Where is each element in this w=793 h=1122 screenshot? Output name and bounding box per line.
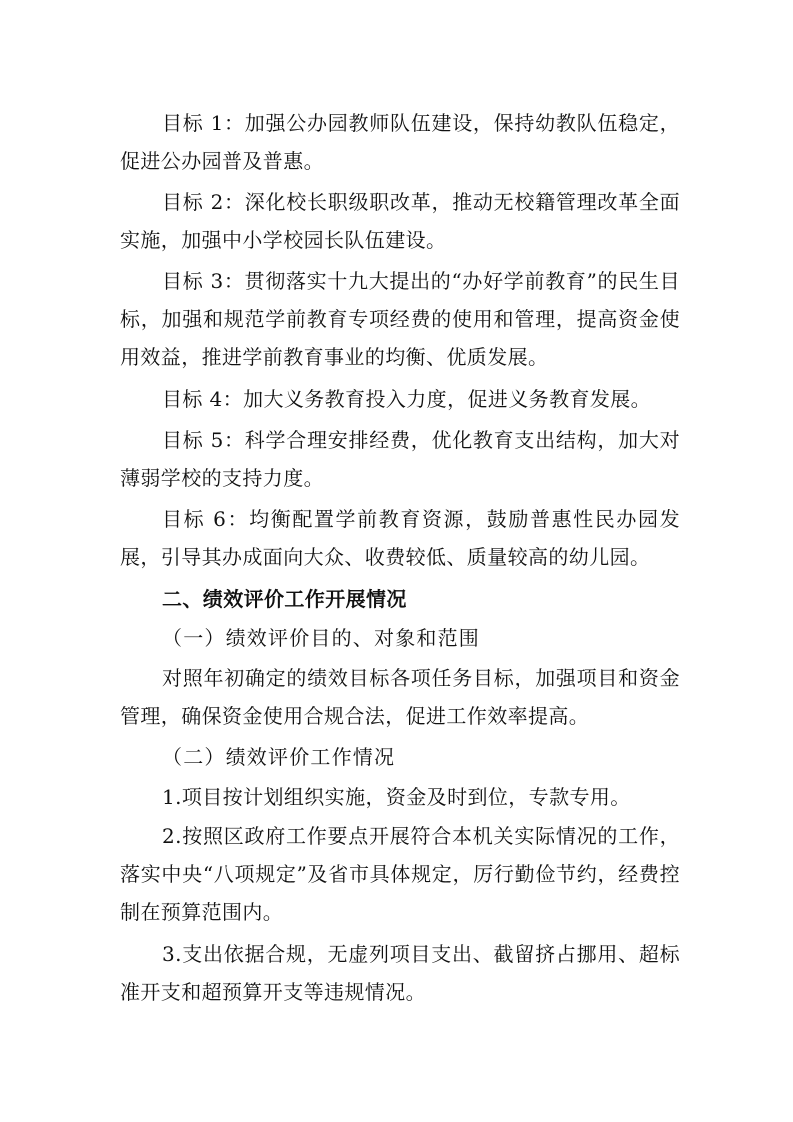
goal-3-paragraph: 目标 3：贯彻落实十九大提出的“办好学前教育”的民生目标，加强和规范学前教育专项经费的使用和管理，提高资金使用效益，推进学前教育事业的均衡、优质发展。 [120,269,680,369]
section-heading: 二、绩效评价工作开展情况 [162,587,407,611]
item-1-paragraph: 1.项目按计划组织实施，资金及时到位，专款专用。 [162,785,631,809]
goal-1-paragraph: 目标 1：加强公办园教师队伍建设，保持幼教队伍稳定，促进公办园普及普惠。 [120,111,680,173]
subsection-1-heading: （一）绩效评价目的、对象和范围 [162,626,480,650]
item-3-paragraph: 3.支出依据合规，无虚列项目支出、截留挤占挪用、超标准开支和超预算开支等违规情况。 [120,942,680,1004]
item-2-paragraph: 2.按照区政府工作要点开展符合本机关实际情况的工作，落实中央“八项规定”及省市具体规定，厉行勤俭节约，经费控制在预算范围内。 [120,824,680,924]
goal-6-paragraph: 目标 6：均衡配置学前教育资源，鼓励普惠性民办园发展，引导其办成面向大众、收费较低、质量较高的幼儿园。 [120,507,680,569]
goal-4-paragraph: 目标 4：加大义务教育投入力度，促进义务教育发展。 [162,387,652,411]
subsection-2-heading: （二）绩效评价工作情况 [162,745,396,769]
goal-5-paragraph: 目标 5：科学合理安排经费，优化教育支出结构，加大对薄弱学校的支持力度。 [120,428,680,490]
goal-2-paragraph: 目标 2：深化校长职级职改革，推动无校籍管理改革全面实施，加强中小学校园长队伍建设。 [120,190,680,252]
subsection-1-paragraph: 对照年初确定的绩效目标各项任务目标，加强项目和资金管理，确保资金使用合规合法，促进工作效率提高。 [120,666,680,728]
